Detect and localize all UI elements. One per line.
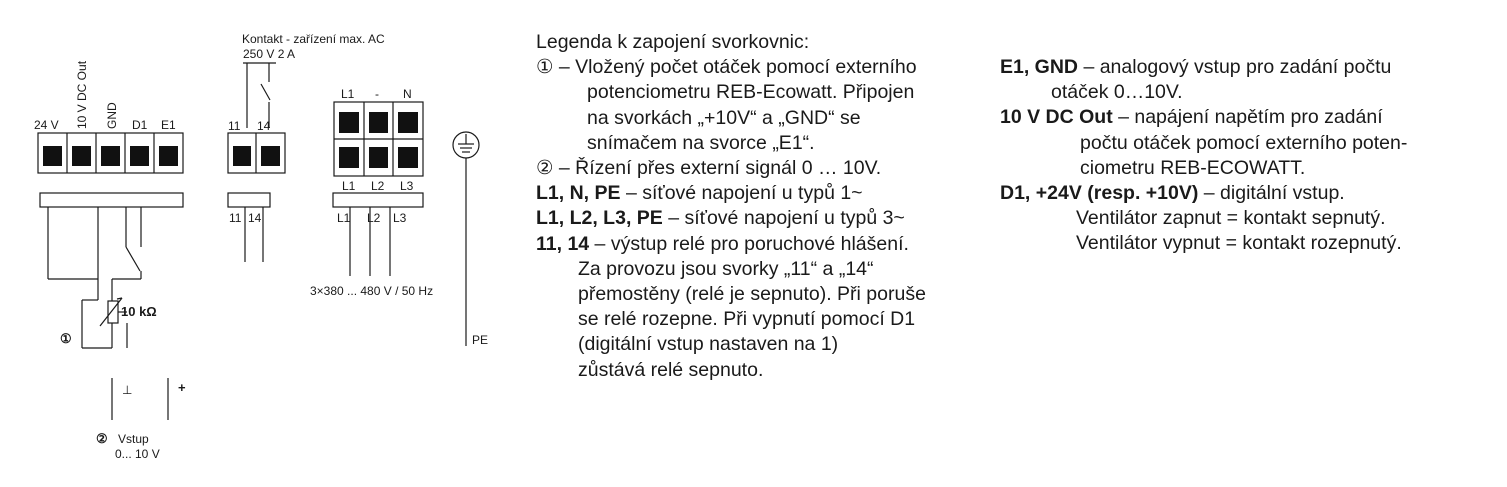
legend-item-5-line-3: přemostěny (relé je sepnuto). Při poruše [578, 283, 926, 306]
legend-item-1 [536, 55, 991, 156]
control-wiring [40, 193, 183, 420]
legend-item-1-line-1 [536, 55, 991, 80]
label-l1-bottom: L1 [337, 211, 351, 225]
legend-item-7 [1000, 105, 1500, 181]
marker-2: ② [96, 431, 108, 446]
legend-item-8-line-2: Ventilátor zapnut = kontakt sepnutý. [1076, 207, 1386, 230]
contact-title: Kontakt - zařízení max. AC [242, 32, 385, 46]
legend-item-3 [536, 181, 991, 206]
legend-item-5-line-6: zůstává relé sepnuto. [578, 358, 764, 381]
legend-item-8-line-3: Ventilátor vypnut = kontakt rozepnutý. [1076, 232, 1402, 255]
potentiometer-value: 10 kΩ [121, 304, 157, 319]
label-l2-bottom: L2 [367, 211, 381, 225]
mains-terminal-screws [339, 112, 418, 168]
label-14: 14 [257, 119, 271, 133]
label-e1: E1 [161, 118, 176, 132]
legend-item-5-text: – výstup relé pro poruchové hlášení. [589, 232, 909, 255]
legend-item-1-line-3: na svorkách „+10V“ a „GND“ se [587, 106, 861, 129]
label-l1-mid: L1 [342, 179, 356, 193]
legend-item-6-term: E1, GND [1000, 56, 1079, 78]
plus-symbol: + [178, 380, 186, 395]
legend-item-1-lead: ① – [536, 56, 570, 79]
legend-item-5 [536, 232, 991, 383]
input-range: 0... 10 V [115, 447, 160, 461]
ground-symbol: ⊥ [122, 383, 133, 397]
label-gnd: GND [105, 102, 119, 129]
input-label: Vstup [118, 432, 149, 446]
legend-item-6-line-2: otáček 0…10V. [1051, 81, 1183, 104]
label-24v: 24 V [34, 118, 59, 132]
label-l3-mid: L3 [400, 179, 414, 193]
legend-item-1-line-2: potenciometru REB-Ecowatt. Připojen [587, 81, 915, 104]
voltage-label: 3×380 ... 480 V / 50 Hz [310, 284, 434, 298]
legend-item-7-line-3: ciometru REB-ECOWATT. [1080, 156, 1306, 179]
marker-1: ① [60, 331, 72, 346]
legend-item-6 [1000, 55, 1500, 105]
legend-item-7-term: 10 V DC Out [1000, 106, 1113, 129]
contact-rating: 250 V 2 A [243, 47, 296, 61]
legend-item-4 [536, 206, 991, 231]
label-10v-dc-out: 10 V DC Out [75, 60, 89, 129]
legend-item-6-text: – analogový vstup pro zadání počtu [1078, 56, 1392, 78]
label-14-bottom: 14 [248, 211, 262, 225]
legend-title: Legenda k zapojení svorkovnic: [536, 31, 810, 53]
legend-item-5-line-5: (digitální vstup nastaven na 1) [578, 333, 839, 356]
earth-symbol [453, 132, 479, 346]
legend-item-3-text: – síťové napojení u typů 1~ [620, 182, 863, 205]
legend-item-4-text: – síťové napojení u typů 3~ [662, 207, 905, 230]
legend-item-2 [536, 156, 991, 181]
legend-item-3-term: L1, N, PE [536, 182, 621, 205]
legend-item-5-line-2: Za provozu jsou svorky „11“ a „14“ [578, 257, 874, 280]
label-n-top: N [403, 87, 412, 101]
label-d1: D1 [132, 118, 148, 132]
legend-item-5-term: 11, 14 [536, 232, 590, 255]
terminal-screws-control [43, 146, 178, 166]
wiring-diagram [0, 0, 530, 487]
label-11-bottom: 11 [229, 211, 242, 225]
legend-column-left [536, 30, 991, 383]
legend-item-8-text: – digitální vstup. [1198, 182, 1345, 205]
legend-item-4-term: L1, L2, L3, PE [536, 207, 663, 230]
legend-item-5-line-4: se relé rozepne. Při vypnutí pomocí D1 [578, 308, 916, 331]
label-l1-top: L1 [341, 87, 355, 101]
legend-item-8-term: D1, +24V (resp. +10V) [1000, 182, 1199, 205]
label-dash-top: - [375, 87, 379, 101]
legend-item-7-text: – napájení napětím pro zadání [1112, 106, 1383, 129]
pe-label: PE [472, 333, 489, 347]
legend-item-2-text: Řízení přes externí signál 0 … 10V. [575, 157, 882, 180]
label-l3-bottom: L3 [393, 211, 407, 225]
legend-item-2-lead: ② – [536, 157, 570, 180]
legend-column-right [1000, 55, 1500, 257]
legend-item-1-text: Vložený počet otáček pomocí externího [575, 56, 917, 79]
legend-item-7-line-2: počtu otáček pomocí externího poten- [1080, 131, 1408, 154]
legend-item-1-line-4: snímačem na svorce „E1“. [587, 131, 815, 154]
label-11: 11 [228, 119, 241, 133]
legend-item-8 [1000, 181, 1500, 257]
label-l2-mid: L2 [371, 179, 385, 193]
